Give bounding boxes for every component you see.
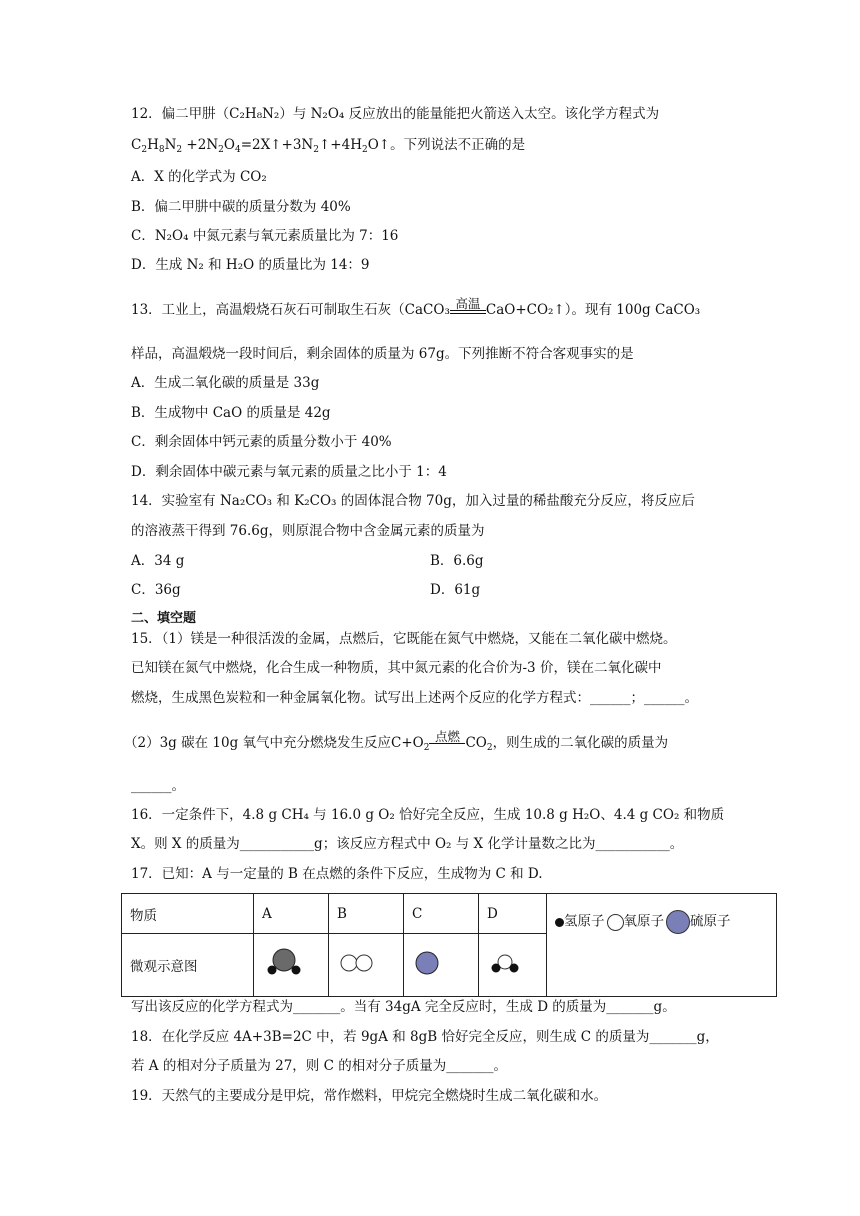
q12-stem: 12．偏二甲肼（C₂H₈N₂）与 N₂O₄ 反应放出的能量能把火箭送入太空。该化学方程式为	[131, 106, 660, 122]
q17-after: 写出该反应的化学方程式为_______。当有 34gA 完全反应时，生成 D 的质量为_______g。	[131, 999, 676, 1015]
q12-option-d: D．生成 N₂ 和 H₂O 的质量比为 14：9	[131, 257, 370, 273]
oxygen-atom-icon	[607, 914, 624, 931]
molecule-a-icon	[262, 946, 306, 980]
sulfur-atom-icon	[666, 910, 690, 934]
molecule-c	[404, 934, 479, 997]
molecule-d	[479, 934, 547, 997]
q17-stem: 17．已知：A 与一定量的 B 在点燃的条件下反应，生成物为 C 和 D.	[131, 866, 543, 882]
table-header-c: C	[404, 894, 479, 934]
q15-line3: 燃烧，生成黑色炭粒和一种金属氧化物。试写出上述两个反应的化学方程式：______；______。	[131, 690, 698, 706]
q18-line2: 若 A 的相对分子质量为 27，则 C 的相对分子质量为_______。	[131, 1058, 507, 1074]
q12-option-b: B．偏二甲肼中碳的质量分数为 40%	[131, 199, 351, 215]
table-row-label: 微观示意图	[122, 934, 254, 997]
q13-option-d: D．剩余固体中碳元素与氧元素的质量之比小于 1：4	[131, 464, 447, 480]
legend-cell	[547, 894, 777, 997]
table-header-d: D	[479, 894, 547, 934]
table-header-b: B	[329, 894, 404, 934]
q12-formula: $C_2H_8N_2$ $+2N_2O_4=2X↑+3N_2↑+4H_2O↑$	[131, 137, 391, 155]
q13-option-b: B．生成物中 CaO 的质量是 42g	[131, 405, 331, 421]
hydrogen-atom-icon	[555, 918, 564, 927]
q16-line2: X。则 X 的质量为___________g；该反应方程式中 O₂ 与 X 化学计量数之比为___________。	[131, 836, 684, 852]
q15-eq-left: $C+O_2$	[391, 735, 430, 753]
molecule-b-icon	[337, 951, 377, 975]
molecule-d-icon	[487, 949, 523, 977]
q19-line1: 19．天然气的主要成分是甲烷，常作燃料，甲烷完全燃烧时生成二氧化碳和水。	[131, 1088, 608, 1104]
legend-oxygen: 氧原子	[623, 913, 664, 930]
q14-stem-line2: 的溶液蒸干得到 76.6g，则原混合物中含金属元素的质量为	[131, 523, 485, 539]
q14-option-row2	[131, 580, 481, 600]
q12-option-c: C．N₂O₄ 中氮元素与氧元素质量比为 7：16	[131, 228, 399, 244]
q16-line1: 16．一定条件下，4.8 g CH₄ 与 16.0 g O₂ 恰好完全反应，生成 10.8 g H₂O、4.4 g CO₂ 和物质	[131, 807, 725, 823]
table-header-substance: 物质	[122, 894, 254, 934]
q13-stem-line1	[131, 296, 701, 320]
molecule-b	[329, 934, 404, 997]
q15-eq-right: $CO_2$	[465, 735, 493, 753]
q15-part2	[124, 729, 669, 758]
q15-part2-a: （2）3g 碳在 10g 氧气中充分燃烧发生反应	[124, 735, 392, 751]
q12-option-a: A．X 的化学式为 CO₂	[131, 169, 267, 185]
legend-sulfur: 硫原子	[690, 913, 731, 930]
q13-option-a: A．生成二氧化碳的质量是 33g	[131, 375, 320, 391]
q15-line2: 已知镁在氮气中燃烧，化合生成一种物质，其中氮元素的化合价为-3 价，镁在二氧化碳中	[131, 660, 662, 676]
q14-stem-line1: 14．实验室有 Na₂CO₃ 和 K₂CO₃ 的固体混合物 70g，加入过量的稀盐酸充分反应，将反应后	[131, 493, 695, 509]
q13-condition: 高温	[455, 296, 481, 311]
molecule-a	[254, 934, 329, 997]
q12-equation	[131, 135, 525, 160]
table-header-a: A	[254, 894, 329, 934]
q15-part2-b: ，则生成的二氧化碳的质量为	[492, 735, 669, 751]
q13-stem-b: CaO+CO₂↑）。现有 100g CaCO₃	[485, 302, 701, 318]
q13-option-c: C．剩余固体中钙元素的质量分数小于 40%	[131, 434, 392, 450]
molecule-c-icon	[412, 948, 446, 978]
q15-line5: ______。	[131, 778, 185, 794]
q13-stem-line2: 样品，高温煅烧一段时间后，剩余固体的质量为 67g。下列推断不符合客观事实的是	[131, 346, 634, 362]
molecule-table	[121, 893, 777, 997]
q12-eq-tail: 。下列说法不正确的是	[390, 137, 526, 153]
q15-condition: 点燃	[434, 729, 460, 744]
legend-hydrogen: 氢原子	[564, 913, 605, 930]
q14-option-b: B．6.6g	[430, 553, 484, 569]
q14-option-c: C．36g	[131, 582, 181, 598]
q13-stem-a: 13．工业上，高温煅烧石灰石可制取生石灰（CaCO₃	[131, 302, 450, 318]
q18-line1: 18．在化学反应 4A+3B=2C 中，若 9gA 和 8gB 恰好完全反应，则生成 C 的质量为_______g，	[131, 1029, 719, 1045]
q15-line1: 15．（1）镁是一种很活泼的金属，点燃后，它既能在氮气中燃烧，又能在二氧化碳中燃烧。	[131, 631, 677, 647]
q14-option-row1	[131, 551, 484, 571]
q14-option-a: A．34 g	[131, 553, 185, 569]
section-heading: 二、填空题	[131, 611, 197, 626]
q14-option-d: D．61g	[430, 582, 481, 598]
